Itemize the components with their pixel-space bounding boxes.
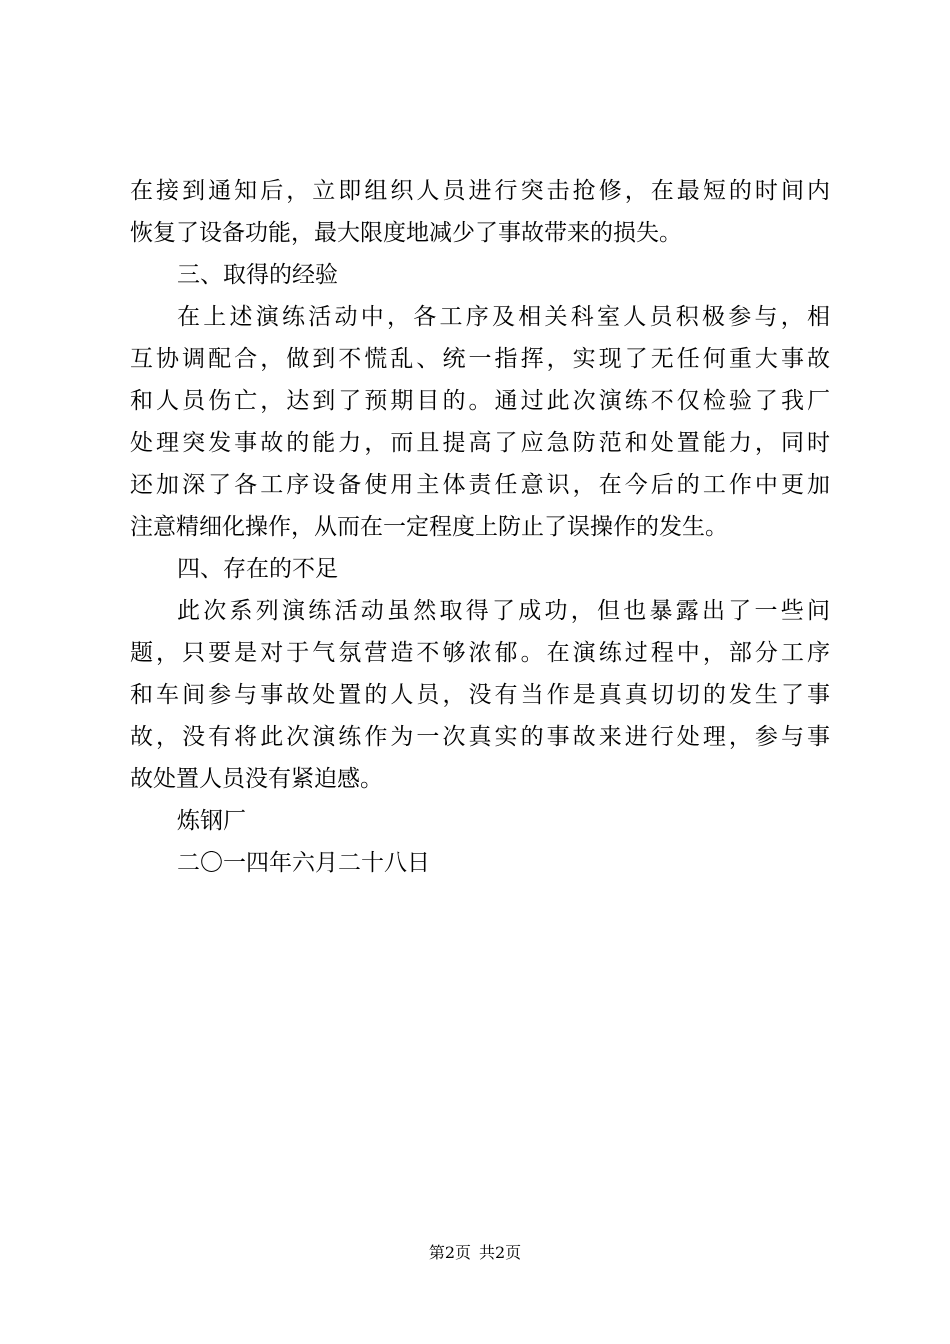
page-number-current: 第2页: [428, 1243, 471, 1262]
signature-organization: 炼钢厂: [177, 808, 246, 834]
body-text-line: 互协调配合，做到不慌乱、统一指挥，实现了无任何重大事故: [130, 346, 830, 372]
body-text-line: 处理突发事故的能力，而且提高了应急防范和处置能力，同时: [130, 430, 830, 456]
section-heading-experience: 三、取得的经验: [177, 262, 338, 288]
body-text-line: 在接到通知后，立即组织人员进行突击抢修，在最短的时间内: [130, 178, 830, 204]
signature-date: 二〇一四年六月二十八日: [177, 850, 430, 876]
body-text-line: 在上述演练活动中，各工序及相关科室人员积极参与，相: [177, 304, 830, 330]
body-text-line: 此次系列演练活动虽然取得了成功，但也暴露出了一些问: [177, 598, 830, 624]
body-text-line: 和车间参与事故处置的人员，没有当作是真真切切的发生了事: [130, 682, 830, 708]
document-body: [130, 170, 830, 884]
body-text-line: 和人员伤亡，达到了预期目的。通过此次演练不仅检验了我厂: [130, 388, 830, 414]
section-heading-shortcomings: 四、存在的不足: [177, 556, 338, 582]
body-text-line: 还加深了各工序设备使用主体责任意识，在今后的工作中更加: [130, 472, 830, 498]
page-number-total: 共2页: [479, 1243, 522, 1262]
body-text-line: 故处置人员没有紧迫感。: [130, 766, 383, 792]
body-text-line: 注意精细化操作，从而在一定程度上防止了误操作的发生。: [130, 514, 728, 540]
page-footer: [0, 1243, 950, 1263]
body-text-line: 故，没有将此次演练作为一次真实的事故来进行处理，参与事: [130, 724, 830, 750]
body-text-line: 恢复了设备功能，最大限度地减少了事故带来的损失。: [130, 220, 682, 246]
body-text-line: 题，只要是对于气氛营造不够浓郁。在演练过程中，部分工序: [130, 640, 830, 666]
